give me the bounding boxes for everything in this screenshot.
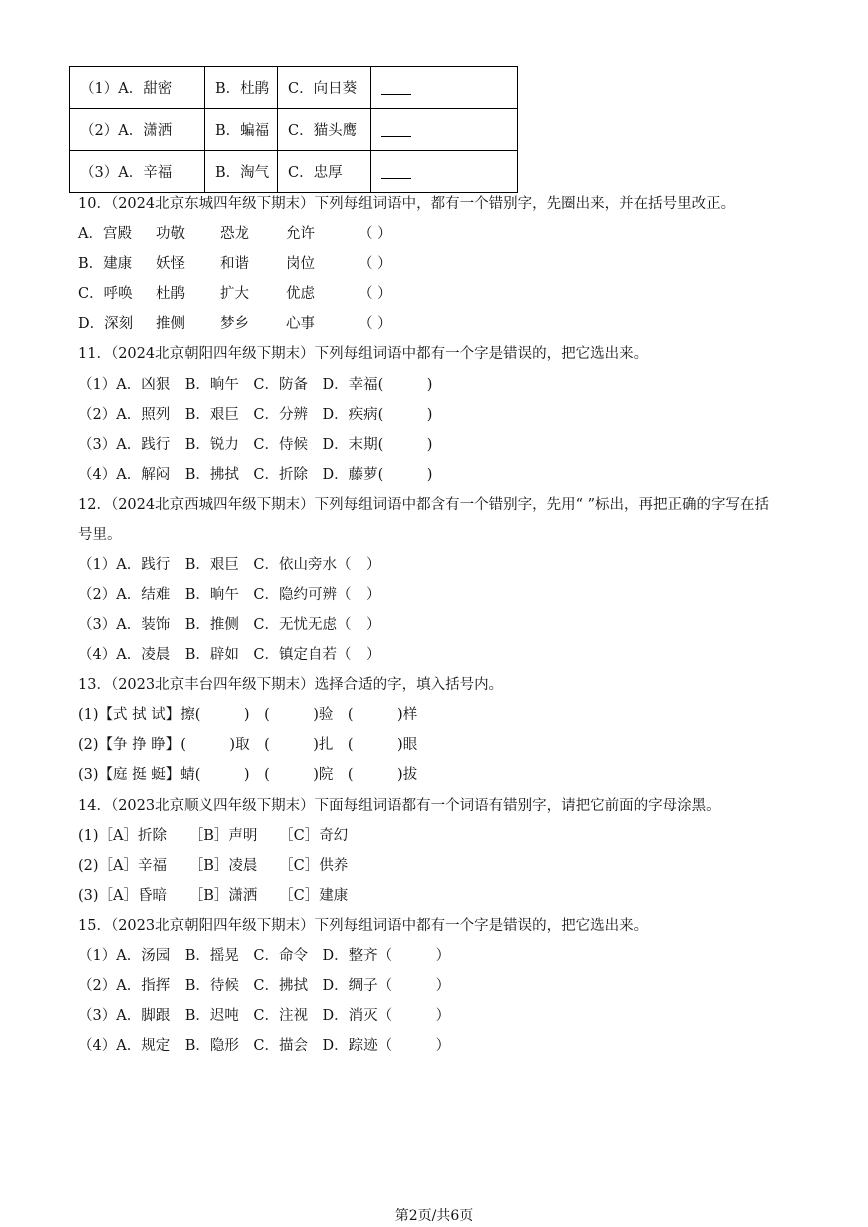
option-word: 妖怪 <box>156 256 185 272</box>
option-word: C．呼唤 <box>78 286 133 302</box>
question-13-row: (3)【庭 挺 蜓】蜻( ) ( )院 ( )拔 <box>78 767 418 783</box>
question-11-row: （2）A．照列 B．艰巨 C．分辨 D．疾病( ) <box>78 407 433 423</box>
answer-blank[interactable] <box>381 122 411 137</box>
option-word: 允许 <box>286 226 315 242</box>
table-cell: C．向日葵 <box>278 67 371 109</box>
question-11-title: 11．（2024北京朝阳四年级下期末）下列每组词语中都有一个字是错误的，把它选出来。 <box>78 346 649 362</box>
page-footer: 第2页/共6页 <box>394 1208 474 1224</box>
answer-bracket[interactable]: （ ） <box>358 226 392 242</box>
table-cell: C．忠厚 <box>278 151 371 193</box>
option-word: 恐龙 <box>220 226 249 242</box>
question-12-row: （2）A．结难 B．晌午 C．隐约可辨（ ） <box>78 587 381 603</box>
option-word: 心事 <box>286 316 315 332</box>
question-14-title: 14．（2023北京顺义四年级下期末）下面每组词语都有一个词语有错别字，请把它前面的字母涂黑。 <box>78 798 721 814</box>
question-15-title: 15．（2023北京朝阳四年级下期末）下列每组词语中都有一个字是错误的，把它选出来。 <box>78 918 649 934</box>
question-15-row: （3）A．脚跟 B．迟吨 C．注视 D．消灭（ ） <box>78 1008 451 1024</box>
table-row <box>70 151 518 193</box>
question-10-row <box>78 224 392 244</box>
table-cell: B．蝙福 <box>205 109 278 151</box>
option-word: 和谐 <box>220 256 249 272</box>
question-14-row: (1)［A］折除 ［B］声明 ［C］奇幻 <box>78 828 349 844</box>
question-11-row: （3）A．践行 B．锐力 C．侍候 D．末期( ) <box>78 437 433 453</box>
answer-bracket[interactable]: （ ） <box>358 316 392 332</box>
question-11-row: （1）A．凶狠 B．晌午 C．防备 D．幸福( ) <box>78 377 433 393</box>
table-cell: （3）A．辛福 <box>70 151 205 193</box>
question-12-title-cont: 号里。 <box>78 527 122 543</box>
question-10-row <box>78 284 392 304</box>
question-12-row: （1）A．践行 B．艰巨 C．依山旁水（ ） <box>78 557 381 573</box>
question-15-row: （1）A．汤园 B．摇晃 C．命令 D．整齐（ ） <box>78 948 451 964</box>
question-13-row: (1)【式 拭 试】擦( ) ( )验 ( )样 <box>78 707 418 723</box>
answer-blank-cell[interactable] <box>371 151 518 193</box>
answer-blank-cell[interactable] <box>371 109 518 151</box>
question-12-row: （4）A．凌晨 B．辟如 C．镇定自若（ ） <box>78 647 381 663</box>
option-word: 功敬 <box>156 226 185 242</box>
option-word: 岗位 <box>286 256 315 272</box>
answer-blank[interactable] <box>381 80 411 95</box>
answer-bracket[interactable]: （ ） <box>358 256 392 272</box>
option-word: 扩大 <box>220 286 249 302</box>
question-12-title: 12．（2024北京西城四年级下期末）下列每组词语中都含有一个错别字，先用“ ”标出，再把正确的字写在括 <box>78 497 770 513</box>
answer-blank[interactable] <box>381 164 411 179</box>
option-word: 推侧 <box>156 316 185 332</box>
question-15-row: （2）A．指挥 B．待候 C．拂拭 D．绸子（ ） <box>78 978 451 994</box>
question-11-row: （4）A．解闷 B．拂拭 C．折除 D．藤萝( ) <box>78 467 433 483</box>
table-cell: C．猫头鹰 <box>278 109 371 151</box>
table-cell: B．淘气 <box>205 151 278 193</box>
question-13-row: (2)【争 挣 睁】( )取 ( )扎 ( )眼 <box>78 737 418 753</box>
question-14-row: (2)［A］辛福 ［B］凌晨 ［C］供养 <box>78 858 349 874</box>
table-cell: B．杜鹃 <box>205 67 278 109</box>
question-10-title: 10．（2024北京东城四年级下期末）下列每组词语中，都有一个错别字，先圈出来，并在括号里改正。 <box>78 196 736 212</box>
table-row <box>70 67 518 109</box>
option-word: D．深刻 <box>78 316 134 332</box>
answer-table <box>69 66 518 193</box>
question-10-row <box>78 314 392 334</box>
question-12-row: （3）A．装饰 B．推侧 C．无忧无虑（ ） <box>78 617 381 633</box>
question-10-row <box>78 254 392 274</box>
answer-bracket[interactable]: （ ） <box>358 286 392 302</box>
table-cell: （1）A．甜密 <box>70 67 205 109</box>
option-word: 优虑 <box>286 286 315 302</box>
option-word: 杜鹃 <box>156 286 185 302</box>
option-word: B．建康 <box>78 256 133 272</box>
option-word: 梦乡 <box>220 316 249 332</box>
option-word: A．宫殿 <box>78 226 132 242</box>
table-row <box>70 109 518 151</box>
table-cell: （2）A．潇洒 <box>70 109 205 151</box>
question-15-row: （4）A．规定 B．隐形 C．描会 D．踪迹（ ） <box>78 1038 451 1054</box>
question-14-row: (3)［A］昏暗 ［B］潇洒 ［C］建康 <box>78 888 349 904</box>
answer-blank-cell[interactable] <box>371 67 518 109</box>
question-13-title: 13．（2023北京丰台四年级下期末）选择合适的字，填入括号内。 <box>78 677 504 693</box>
